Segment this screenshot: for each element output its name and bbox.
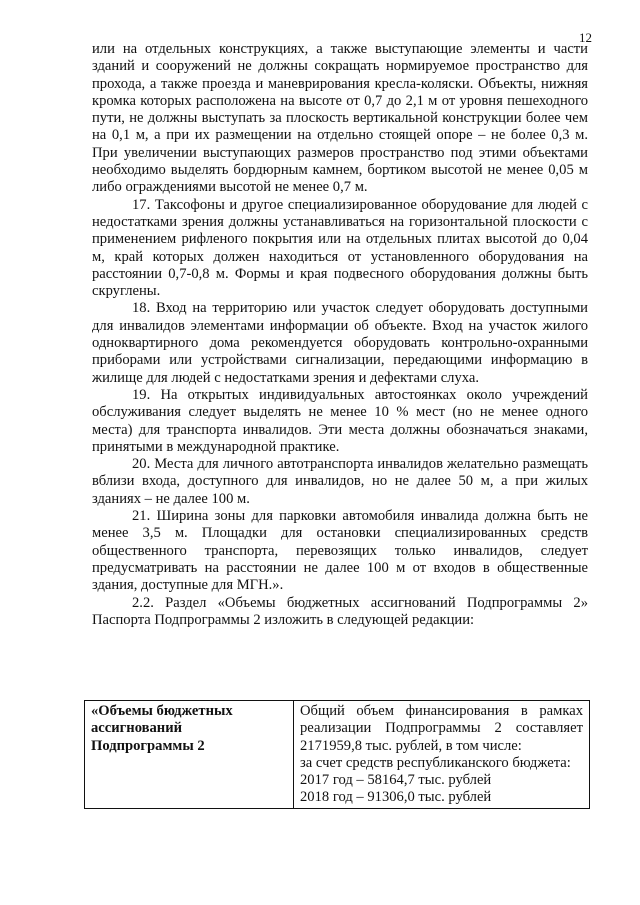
paragraph-21: 21. Ширина зоны для парковки автомобиля инвалида должна быть не менее 3,5 м. Площадки для остановки специализированных средств общественного транспорта, перевозящих только инвалидов, следует предусматривать на расстоянии не далее 100 м от входов в общественные здания, доступные для МГН.». (92, 508, 588, 594)
budget-label-cell: «Объемы бюджетных ассигнований Подпрограммы 2 (85, 701, 294, 809)
budget-value-cell (294, 701, 590, 809)
paragraph-18: 18. Вход на территорию или участок следует оборудовать доступными для инвалидов элементами информации об объекте. Вход на участок жилого одноквартирного дома рекомендуется оборудовать контрольно-охранными приборами или устройствами сигнализации, передающими информацию в жилище для людей с недостатками зрения и дефектами слуха. (92, 300, 588, 386)
document-body (92, 41, 588, 629)
budget-source-text: за счет средств республиканского бюджета: (300, 754, 571, 771)
page-number: 12 (579, 30, 592, 45)
year-2017-amount: 2017 год – 58164,7 тыс. рублей (300, 772, 492, 789)
total-financing-text: Общий объем финансирования в рамках реализации Подпрограммы 2 составляет 2171959,8 тыс. рублей, в том числе: (300, 703, 583, 754)
year-2018-amount: 2018 год – 91306,0 тыс. рублей (300, 789, 492, 806)
budget-table (84, 700, 590, 809)
paragraph-2-2: 2.2. Раздел «Объемы бюджетных ассигнований Подпрограммы 2» Паспорта Подпрограммы 2 изложить в следующей редакции: (92, 594, 588, 628)
table-row (85, 701, 590, 809)
paragraph-19: 19. На открытых индивидуальных автостоянках около учреждений обслуживания следует выделять не менее 10 % мест (но не менее одного места) для транспорта инвалидов. Эти места должны обозначаться знаками, принятыми в международной практике. (92, 386, 588, 455)
paragraph-20: 20. Места для личного автотранспорта инвалидов желательно размещать вблизи входа, доступного для инвалидов, но не далее 50 м, а при жилых зданиях – не далее 100 м. (92, 456, 588, 507)
paragraph-17: 17. Таксофоны и другое специализированное оборудование для людей с недостатками зрения должны устанавливаться на горизонтальной плоскости с применением рифленого покрытия или на отдельных плитах высотой до 0,04 м, край которых должен находиться от установленного оборудования на расстоянии 0,7-0,8 м. Формы и края подвесного оборудования должны быть скруглены. (92, 196, 588, 300)
continuation-paragraph: или на отдельных конструкциях, а также выступающие элементы и части зданий и сооружений не должны сокращать нормируемое пространство для прохода, а также проезда и маневрирования кресла-коляски. Объекты, нижняя кромка которых расположена на высоте от 0,7 до 2,1 м от уровня пешеходного пути, не должны выступать за плоскость вертикальной конструкции более чем на 0,1 м, а при их размещении на отдельно стоящей опоре – не более 0,3 м. При увеличении выступающих размеров пространство под этими объектами необходимо выделять бордюрным камнем, бортиком высотой не менее 0,05 м либо ограждениями высотой не менее 0,7 м. (92, 41, 588, 196)
